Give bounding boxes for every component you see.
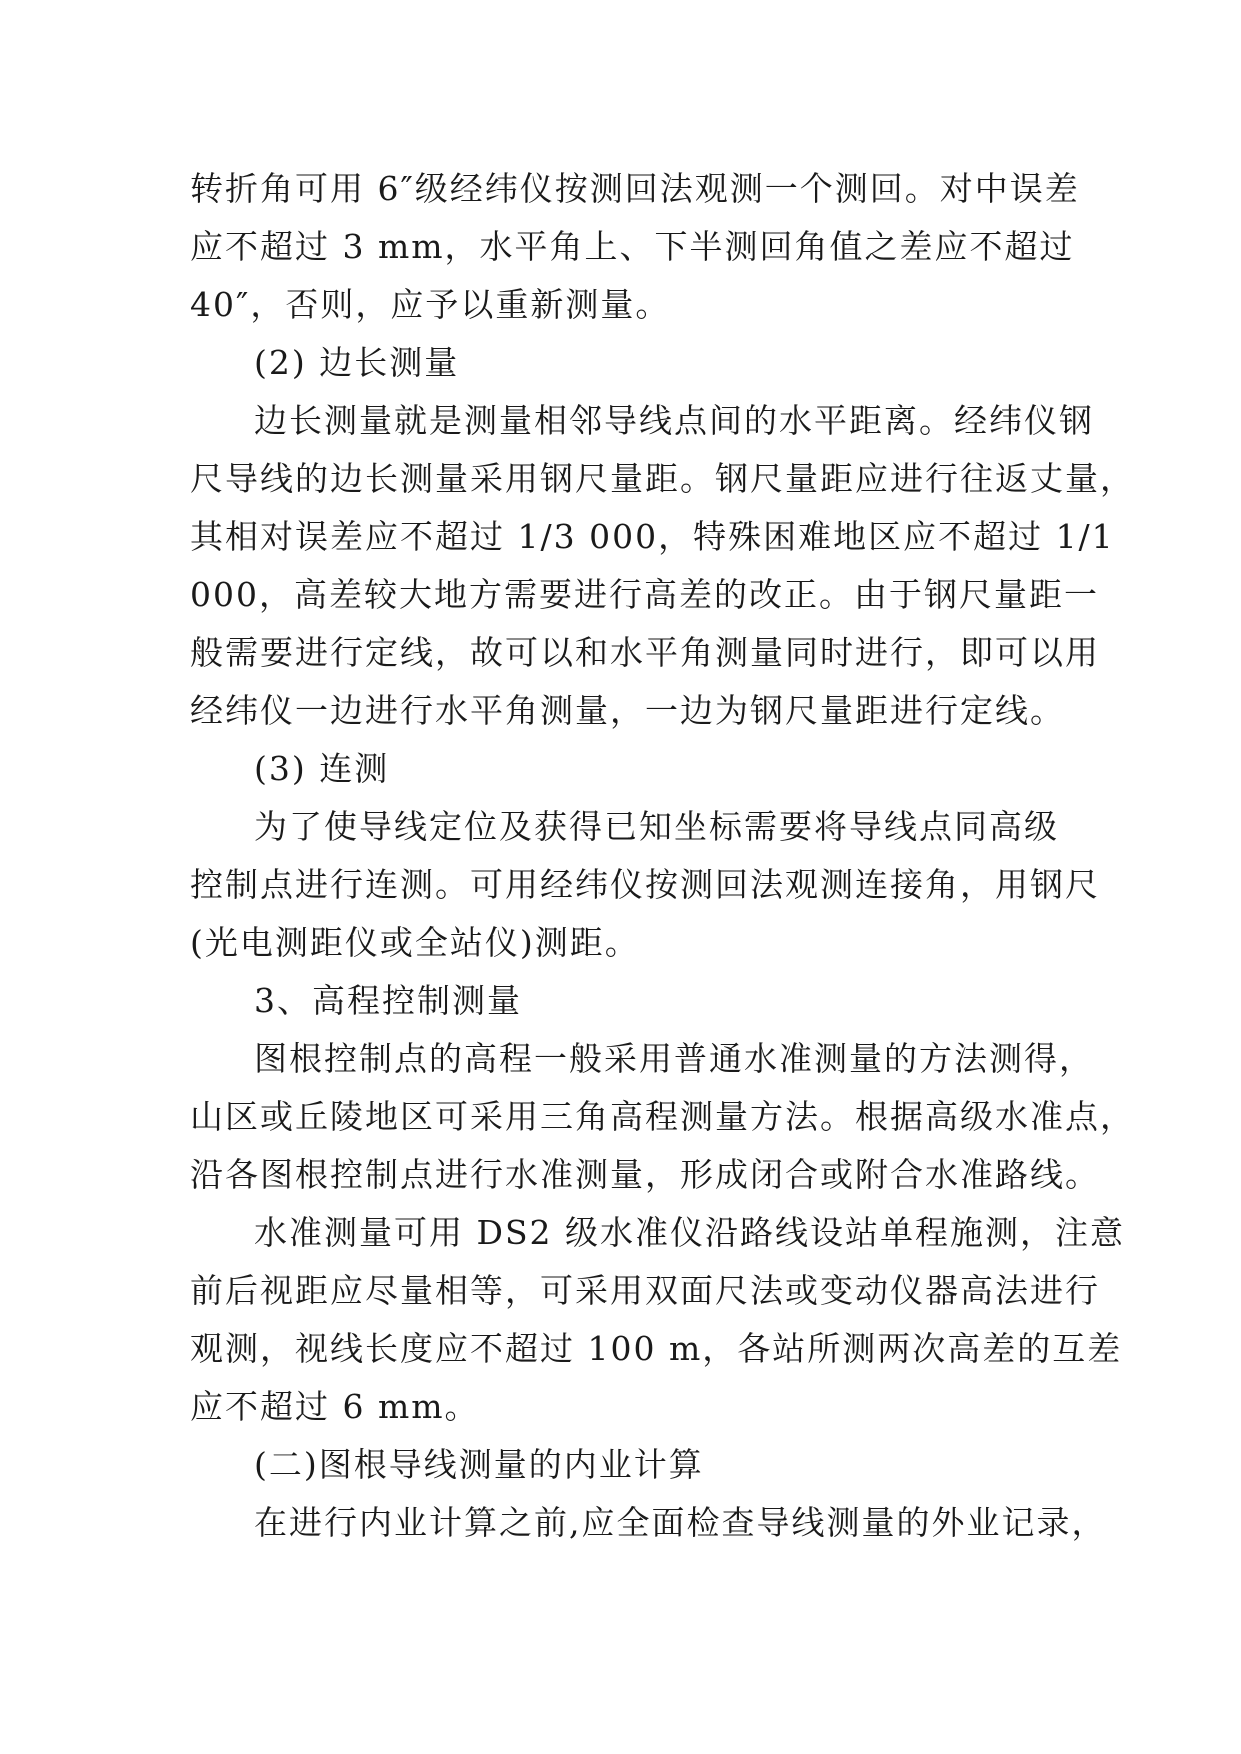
text-line: 应不超过 3 mm，水平角上、下半测回角值之差应不超过 <box>190 227 1075 266</box>
text-line: 应不超过 6 mm。 <box>190 1387 480 1426</box>
text-line: 40″，否则，应予以重新测量。 <box>190 285 671 324</box>
text-line: 沿各图根控制点进行水准测量，形成闭合或附合水准路线。 <box>190 1155 1100 1194</box>
text-line: 000，高差较大地方需要进行高差的改正。由于钢尺量距一 <box>190 575 1099 614</box>
text-line: 观测，视线长度应不超过 100 m，各站所测两次高差的互差 <box>190 1329 1123 1368</box>
section-heading: (二)图根导线测量的内业计算 <box>254 1445 704 1484</box>
text-line: 转折角可用 6″级经纬仪按测回法观测一个测回。对中误差 <box>190 169 1080 208</box>
paragraph-first-line: 水准测量可用 DS2 级水准仪沿路线设站单程施测，注意 <box>254 1213 1126 1252</box>
paragraph-first-line: 图根控制点的高程一般采用普通水准测量的方法测得， <box>254 1039 1094 1078</box>
text-line: 尺导线的边长测量采用钢尺量距。钢尺量距应进行往返丈量， <box>190 459 1135 498</box>
text-line: 前后视距应尽量相等，可采用双面尺法或变动仪器高法进行 <box>190 1271 1100 1310</box>
section-heading: 3、高程控制测量 <box>254 981 522 1020</box>
text-line: 经纬仪一边进行水平角测量，一边为钢尺量距进行定线。 <box>190 691 1065 730</box>
section-heading: (2) 边长测量 <box>254 343 460 382</box>
paragraph-first-line: 边长测量就是测量相邻导线点间的水平距离。经纬仪钢 <box>254 401 1094 440</box>
paragraph-first-line: 在进行内业计算之前,应全面检查导线测量的外业记录， <box>254 1503 1107 1542</box>
text-line: 般需要进行定线，故可以和水平角测量同时进行，即可以用 <box>190 633 1100 672</box>
text-line: 控制点进行连测。可用经纬仪按测回法观测连接角，用钢尺 <box>190 865 1100 904</box>
section-heading: (3) 连测 <box>254 749 390 788</box>
text-line: (光电测距仪或全站仪)测距。 <box>190 923 640 962</box>
text-line: 其相对误差应不超过 1/3 000，特殊困难地区应不超过 1/1 <box>190 517 1115 556</box>
text-line: 山区或丘陵地区可采用三角高程测量方法。根据高级水准点， <box>190 1097 1135 1136</box>
document-page <box>190 160 1135 1552</box>
paragraph-first-line: 为了使导线定位及获得已知坐标需要将导线点同高级 <box>254 807 1059 846</box>
